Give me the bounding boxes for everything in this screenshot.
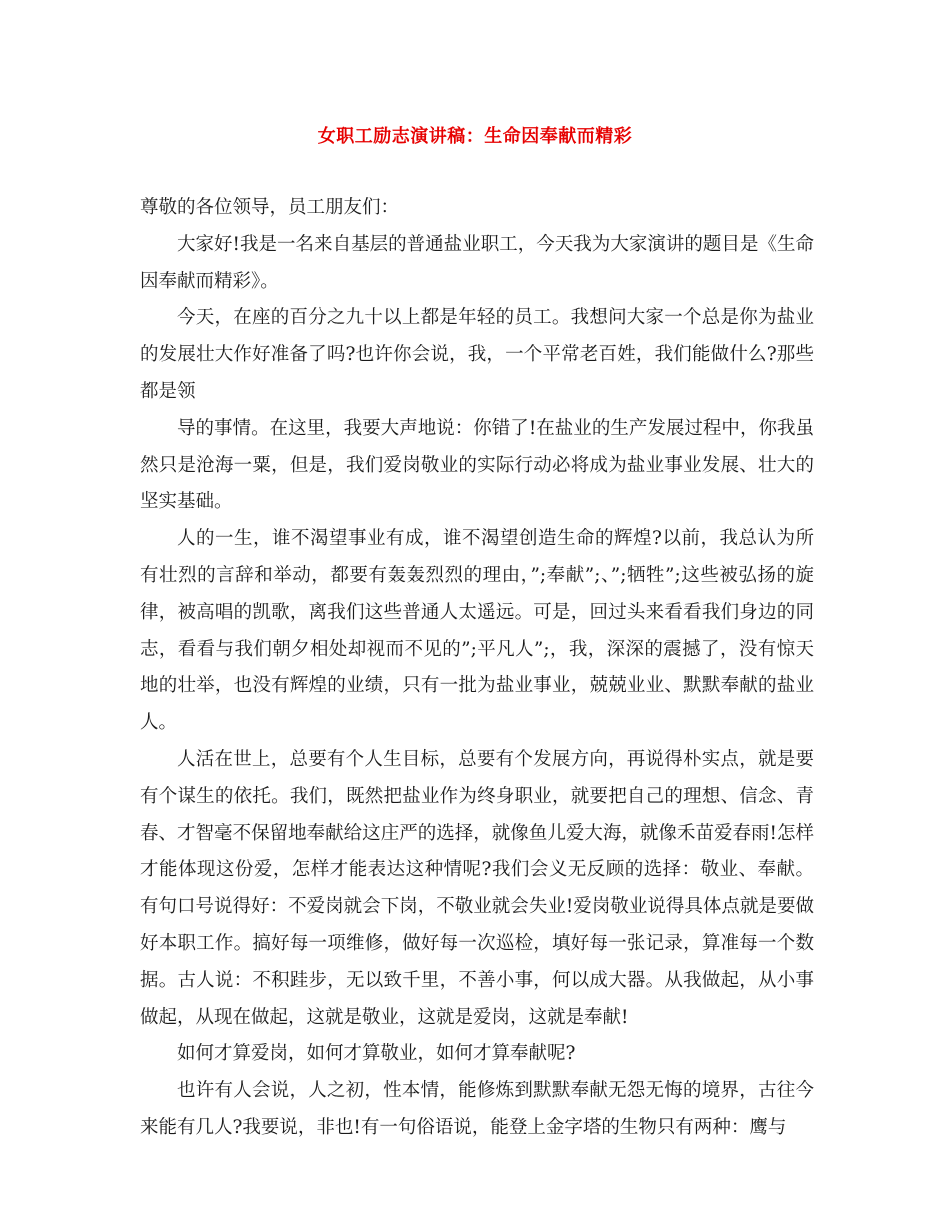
document-title: 女职工励志演讲稿：生命因奉献而精彩 bbox=[317, 126, 633, 147]
document-body bbox=[140, 190, 814, 1147]
paragraph-3: 导的事情。在这里，我要大声地说：你错了!在盐业的生产发展过程中，你我虽然只是沧海一粟，但是，我们爱岗敬业的实际行动必将成为盐业事业发展、壮大的坚实基础。 bbox=[140, 417, 814, 513]
paragraph-6: 如何才算爱岗，如何才算敬业，如何才算奉献呢? bbox=[177, 1043, 576, 1065]
paragraph-2: 今天，在座的百分之九十以上都是年轻的员工。我想问大家一个总是你为盐业的发展壮大作好准备了吗?也许你会说，我，一个平常老百姓，我们能做什么?那些都是领 bbox=[140, 307, 814, 402]
paragraph-5: 人活在世上，总要有个人生目标，总要有个发展方向，再说得朴实点，就是要有个谋生的依托。我们，既然把盐业作为终身职业，就要把自己的理想、信念、青春、才智毫不保留地奉献给这庄严的选择，就像鱼儿爱大海，就像禾苗爱春雨!怎样才能体现这份爱，怎样才能表达这种情呢?我们会义无反顾的选择：敬业、奉献。有句口号说得好：不爱岗就会下岗，不敬业就会失业!爱岗敬业说得具体点就是要做好本职工作。搞好每一项维修，做好每一次巡检，填好每一张记录，算准每一个数据。古人说：不积跬步，无以致千里，不善小事，何以成大器。从我做起，从小事做起，从现在做起，这就是敬业，这就是爱岗，这就是奉献! bbox=[140, 748, 814, 1028]
paragraph-7: 也许有人会说，人之初，性本情，能修炼到默默奉献无怨无悔的境界，古往今来能有几人?我要说，非也!有一句俗语说，能登上金字塔的生物只有两种：鹰与 bbox=[140, 1080, 814, 1138]
paragraph-1: 大家好!我是一名来自基层的普通盐业职工，今天我为大家演讲的题目是《生命因奉献而精彩》。 bbox=[140, 233, 814, 292]
paragraph-4: 人的一生，谁不渴望事业有成，谁不渴望创造生命的辉煌?以前，我总认为所有壮烈的言辞和举动，都要有轰轰烈烈的理由，”;奉献”;、”;牺牲”;这些被弘扬的旋律，被高唱的凯歌，离我们这些普通人太遥远。可是，回过头来看看我们身边的同志，看看与我们朝夕相处却视而不见的”;平凡人”;，我，深深的震撼了，没有惊天地的壮举，也没有辉煌的业绩，只有一批为盐业事业，兢兢业业、默默奉献的盐业人。 bbox=[140, 528, 814, 734]
salutation: 尊敬的各位领导，员工朋友们： bbox=[140, 197, 400, 218]
